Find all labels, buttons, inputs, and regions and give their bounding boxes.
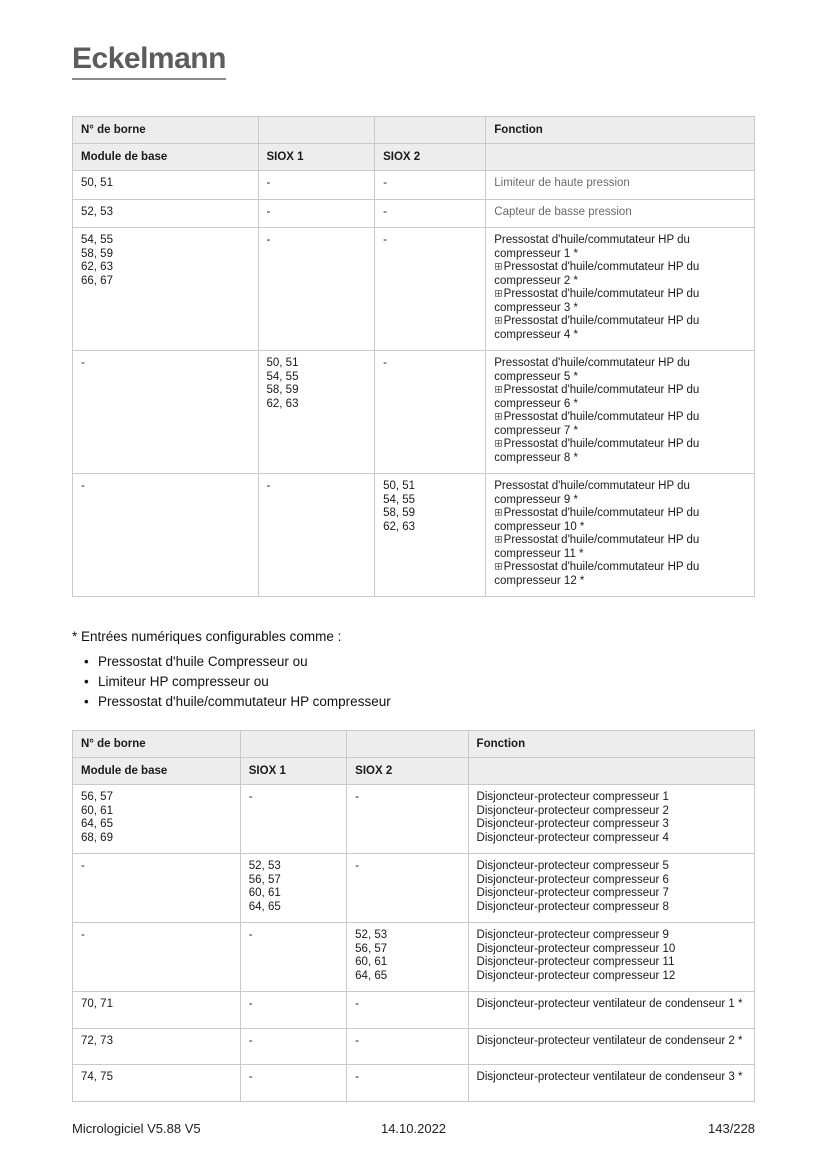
cell-line: 52, 53: [355, 929, 388, 941]
table-cell: [347, 854, 468, 923]
column-header: SIOX 1: [240, 758, 346, 785]
cell-line: 58, 59: [266, 384, 299, 396]
table-cell: [240, 1065, 346, 1102]
table-header-row: [73, 144, 755, 171]
cell-line: 50, 51: [383, 480, 416, 492]
table-cell: [258, 228, 375, 351]
footer-page-number: 143/228: [708, 1121, 755, 1136]
cell-line: Disjoncteur-protecteur compresseur 7: [476, 887, 669, 899]
footer-version: Micrologiciel V5.88 V5: [72, 1121, 201, 1136]
cell-line: 58, 59: [81, 247, 113, 260]
cell-line: ⊞Pressostat d'huile/commutateur HP du compresseur 8 *: [494, 438, 700, 464]
note-title: * Entrées numériques configurables comme :: [72, 629, 342, 644]
table-cell: [468, 923, 754, 992]
cell-line: 56, 57: [248, 873, 281, 886]
cell-line: -: [383, 357, 387, 369]
list-item: [84, 672, 755, 692]
cell-line: -: [355, 860, 359, 872]
cell-line: Disjoncteur-protecteur compresseur 4: [476, 831, 669, 844]
cell-line: Disjoncteur-protecteur compresseur 6: [476, 873, 669, 886]
cell-line: ⊞Pressostat d'huile/commutateur HP du compresseur 2 *: [494, 261, 700, 287]
cell-line: Disjoncteur-protecteur ventilateur de condenseur 1 *: [476, 998, 743, 1010]
cell-line: ⊞Pressostat d'huile/commutateur HP du compresseur 7 *: [494, 411, 700, 437]
cell-line: -: [266, 205, 271, 218]
cell-line: Limiteur de haute pression: [494, 177, 630, 189]
table-cell: [375, 474, 486, 597]
table-header-row: [73, 117, 755, 144]
table-head: [73, 117, 755, 171]
table-cell: [347, 1065, 468, 1102]
table-cell: [258, 474, 375, 597]
column-header: Fonction: [486, 117, 755, 144]
cell-line: -: [248, 998, 253, 1010]
cell-line: -: [248, 1034, 253, 1047]
table-row: [73, 228, 755, 351]
cell-line: -: [81, 929, 85, 941]
column-header: [258, 117, 375, 144]
table-head: [73, 731, 755, 785]
table-cell: [258, 199, 375, 228]
table-cell: [73, 1028, 241, 1065]
table-cell: [468, 785, 754, 854]
cell-line: Disjoncteur-protecteur ventilateur de condenseur 3 *: [476, 1071, 743, 1083]
table-cell: [347, 785, 468, 854]
table-cell: [258, 351, 375, 474]
cell-line: 54, 55: [266, 370, 299, 383]
table-cell: [73, 474, 259, 597]
table-cell: [347, 1028, 468, 1065]
cell-line: 70, 71: [81, 998, 113, 1010]
table-cell: [258, 171, 375, 200]
table-header-row: [73, 758, 755, 785]
table-cell: [375, 171, 486, 200]
column-header: [240, 731, 346, 758]
cell-line: Disjoncteur-protecteur compresseur 10: [476, 942, 676, 955]
cell-line: 72, 73: [81, 1034, 113, 1047]
cell-line: -: [248, 929, 253, 941]
bullet-text: Pressostat d'huile Compresseur ou: [98, 654, 308, 669]
cell-line: 50, 51: [81, 177, 113, 189]
table-cell: [240, 923, 346, 992]
logo-text: Eckelmann: [72, 42, 226, 80]
table-cell: [486, 199, 755, 228]
cell-line: 58, 59: [383, 507, 416, 519]
table-cell: [468, 1065, 754, 1102]
table-cell: [73, 199, 259, 228]
squared-plus-icon: ⊞: [494, 288, 503, 300]
cell-line: -: [355, 791, 359, 803]
cell-line: Disjoncteur-protecteur compresseur 1: [476, 791, 669, 803]
cell-line: ⊞Pressostat d'huile/commutateur HP du compresseur 10 *: [494, 507, 700, 533]
cell-line: -: [383, 234, 387, 246]
column-header: Fonction: [468, 731, 754, 758]
column-header: N° de borne: [73, 731, 241, 758]
table-cell: [73, 351, 259, 474]
table-body: [73, 171, 755, 597]
list-item: [84, 652, 755, 672]
column-header: [375, 117, 486, 144]
cell-line: ⊞Pressostat d'huile/commutateur HP du compresseur 4 *: [494, 315, 700, 341]
table-cell: [375, 199, 486, 228]
column-header: SIOX 1: [258, 144, 375, 171]
cell-line: -: [266, 177, 271, 189]
table-row: [73, 785, 755, 854]
table-row: [73, 351, 755, 474]
table-cell: [486, 351, 755, 474]
table-cell: [73, 171, 259, 200]
squared-plus-icon: ⊞: [494, 261, 503, 273]
cell-line: Pressostat d'huile/commutateur HP du compresseur 9 *: [494, 480, 690, 506]
table-cell: [73, 854, 241, 923]
table-cell: [468, 1028, 754, 1065]
table-row: [73, 923, 755, 992]
eckelmann-logo: [72, 42, 755, 80]
cell-line: Disjoncteur-protecteur ventilateur de condenseur 2 *: [476, 1034, 743, 1047]
cell-line: Pressostat d'huile/commutateur HP du compresseur 5 *: [494, 357, 690, 383]
table-cell: [73, 228, 259, 351]
cell-line: Disjoncteur-protecteur compresseur 5: [476, 860, 669, 872]
cell-line: -: [248, 1071, 253, 1083]
terminal-assignment-table-2: [72, 730, 755, 1102]
bullet-text: Limiteur HP compresseur ou: [98, 674, 269, 689]
table-cell: [240, 785, 346, 854]
cell-line: -: [355, 1071, 359, 1083]
table-cell: [73, 785, 241, 854]
table-cell: [240, 1028, 346, 1065]
terminal-assignment-table-1: [72, 116, 755, 597]
bullet-text: Pressostat d'huile/commutateur HP compresseur: [98, 694, 391, 709]
column-header: N° de borne: [73, 117, 259, 144]
cell-line: ⊞Pressostat d'huile/commutateur HP du compresseur 11 *: [494, 534, 700, 560]
table-row: [73, 992, 755, 1029]
cell-line: -: [81, 357, 85, 369]
column-header: Module de base: [73, 758, 241, 785]
cell-line: 60, 61: [248, 887, 281, 899]
cell-line: 52, 53: [248, 860, 281, 872]
table-cell: [240, 854, 346, 923]
cell-line: 50, 51: [266, 357, 299, 369]
table-cell: [468, 992, 754, 1029]
cell-line: Disjoncteur-protecteur compresseur 9: [476, 929, 669, 941]
cell-line: 54, 55: [81, 234, 113, 246]
table-cell: [73, 923, 241, 992]
cell-line: -: [355, 998, 359, 1010]
column-header: [347, 731, 468, 758]
cell-line: ⊞Pressostat d'huile/commutateur HP du compresseur 6 *: [494, 384, 700, 410]
footer-date: 14.10.2022: [380, 1121, 447, 1136]
squared-plus-icon: ⊞: [494, 534, 503, 546]
cell-line: 68, 69: [81, 831, 113, 844]
bullet-icon: •: [84, 694, 89, 709]
cell-line: 56, 57: [355, 942, 388, 955]
table-cell: [486, 474, 755, 597]
cell-line: Capteur de basse pression: [494, 205, 632, 218]
table-row: [73, 474, 755, 597]
squared-plus-icon: ⊞: [494, 411, 503, 423]
cell-line: Disjoncteur-protecteur compresseur 12: [476, 969, 676, 982]
cell-line: -: [81, 480, 85, 492]
table-cell: [240, 992, 346, 1029]
column-header: [486, 144, 755, 171]
page-content: [72, 0, 755, 1102]
squared-plus-icon: ⊞: [494, 561, 503, 573]
table-cell: [73, 1065, 241, 1102]
column-header: [468, 758, 754, 785]
cell-line: -: [248, 791, 253, 803]
table-cell: [73, 992, 241, 1029]
cell-line: 60, 61: [355, 956, 388, 968]
cell-line: 62, 63: [383, 520, 416, 533]
cell-line: ⊞Pressostat d'huile/commutateur HP du compresseur 3 *: [494, 288, 700, 314]
cell-line: 64, 65: [355, 969, 388, 982]
page-footer: [72, 1121, 755, 1137]
cell-line: 66, 67: [81, 274, 113, 287]
table-cell: [468, 854, 754, 923]
table-cell: [375, 351, 486, 474]
table-row: [73, 1028, 755, 1065]
bullet-icon: •: [84, 674, 89, 689]
column-header: SIOX 2: [347, 758, 468, 785]
squared-plus-icon: ⊞: [494, 507, 503, 519]
squared-plus-icon: ⊞: [494, 315, 503, 327]
cell-line: Disjoncteur-protecteur compresseur 11: [476, 956, 675, 968]
cell-line: 60, 61: [81, 804, 113, 817]
cell-line: Disjoncteur-protecteur compresseur 2: [476, 804, 669, 817]
cell-line: 62, 63: [266, 397, 299, 410]
table-row: [73, 171, 755, 200]
cell-line: -: [383, 205, 387, 218]
notes-section: [72, 629, 755, 712]
cell-line: 56, 57: [81, 791, 113, 803]
cell-line: 64, 65: [81, 818, 113, 830]
table-body: [73, 785, 755, 1102]
cell-line: 54, 55: [383, 493, 416, 506]
table-cell: [347, 923, 468, 992]
cell-line: ⊞Pressostat d'huile/commutateur HP du compresseur 12 *: [494, 561, 700, 587]
table-cell: [347, 992, 468, 1029]
list-item: [84, 692, 755, 712]
cell-line: -: [266, 480, 271, 492]
squared-plus-icon: ⊞: [494, 384, 503, 396]
column-header: SIOX 2: [375, 144, 486, 171]
cell-line: -: [383, 177, 387, 189]
cell-line: Disjoncteur-protecteur compresseur 3: [476, 818, 669, 830]
cell-line: 64, 65: [248, 900, 281, 913]
cell-line: 74, 75: [81, 1071, 113, 1083]
table-row: [73, 199, 755, 228]
table-row: [73, 1065, 755, 1102]
cell-line: 62, 63: [81, 261, 113, 273]
bullet-icon: •: [84, 654, 89, 669]
table-cell: [486, 228, 755, 351]
table-header-row: [73, 731, 755, 758]
table-row: [73, 854, 755, 923]
column-header: Module de base: [73, 144, 259, 171]
cell-line: Disjoncteur-protecteur compresseur 8: [476, 900, 669, 913]
cell-line: -: [355, 1034, 359, 1047]
cell-line: -: [266, 234, 271, 246]
cell-line: -: [81, 860, 85, 872]
cell-line: Pressostat d'huile/commutateur HP du compresseur 1 *: [494, 234, 690, 260]
cell-line: 52, 53: [81, 205, 113, 218]
squared-plus-icon: ⊞: [494, 438, 503, 450]
table-cell: [375, 228, 486, 351]
bullet-list: [72, 652, 755, 712]
table-cell: [486, 171, 755, 200]
